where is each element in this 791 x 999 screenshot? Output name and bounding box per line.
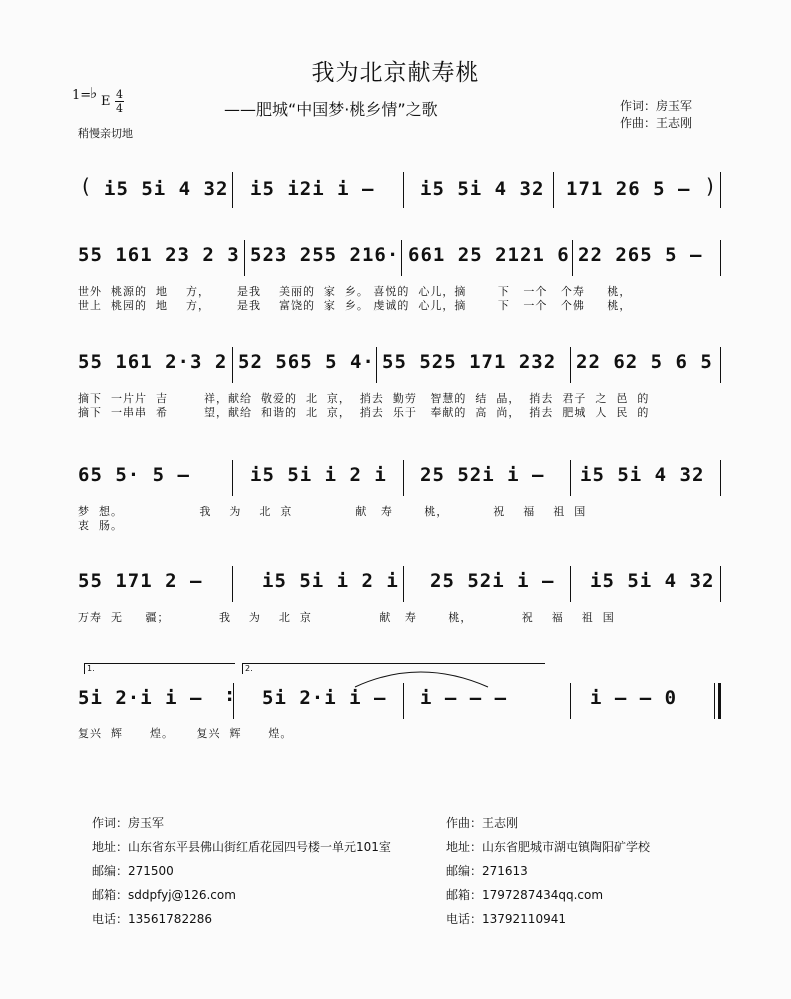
measure: i5 5i 4 32 xyxy=(104,178,229,200)
song-subtitle: ——肥城“中国梦·桃乡情”之歌 xyxy=(224,100,438,119)
tie-arc xyxy=(0,663,791,723)
footer-lyricist-postcode: 邮编：271500 xyxy=(92,864,174,878)
measure: 5i 2·i i – xyxy=(262,687,387,709)
measure: i5 i2i i – xyxy=(250,178,375,200)
footer-lyricist-address: 地址：山东省东平县佛山街红盾花园四号楼一单元101室 xyxy=(92,840,391,854)
measure: i5 5i 4 32 xyxy=(580,464,705,486)
lyric-line-1: 梦 想。 我 为 北 京 献 寿 桃， 祝 福 祖 国 xyxy=(78,505,587,518)
lyric-line-2: 世上 桃园的 地 方， 是我 富饶的 家 乡。 虔诚的 心儿，摘 下 一个 个佛 桃， xyxy=(78,299,632,312)
measure: 65 5· 5 – xyxy=(78,464,190,486)
measure: 25 52i i – xyxy=(420,464,545,486)
time-signature-bottom: 4 xyxy=(116,102,123,115)
measure: 22 62 5 6 5 xyxy=(576,351,713,373)
measure: 171 26 5 – xyxy=(566,178,691,200)
measure: i5 5i 4 32 xyxy=(420,178,545,200)
time-signature-top: 4 xyxy=(116,88,123,101)
measure: i5 5i i 2 i xyxy=(262,570,399,592)
composer-credit: 作曲：王志刚 xyxy=(620,116,693,130)
key-prefix: 1= xyxy=(72,88,92,103)
open-paren: ( xyxy=(82,174,90,198)
footer-lyricist: 作词：房玉军 xyxy=(92,816,165,830)
repeat-end-icon: : xyxy=(226,685,234,706)
measure: i5 5i 4 32 xyxy=(590,570,715,592)
footer-composer-phone: 电话：13792110941 xyxy=(446,912,566,926)
lyric-line-1: 世外 桃源的 地 方， 是我 美丽的 家 乡。 喜悦的 心儿，摘 下 一个 个寿 桃， xyxy=(78,285,632,298)
measure: 55 525 171 232 xyxy=(382,351,557,373)
lyric-line-1: 摘下 一片片 吉 祥，献给 敬爱的 北 京， 捎去 勤劳 智慧的 结 晶， 捎去 君子 之 邑 的 xyxy=(78,392,650,405)
footer-composer: 作曲：王志刚 xyxy=(446,816,519,830)
measure: 52 565 5 4· xyxy=(238,351,375,373)
lyric-line-2: 衷 肠。 xyxy=(78,519,123,532)
footer-lyricist-email: 邮箱：sddpfyj@126.com xyxy=(92,888,236,902)
footer-lyricist-phone: 电话：13561782286 xyxy=(92,912,212,926)
measure: 661 25 2121 6 xyxy=(408,244,570,266)
measure: i5 5i i 2 i xyxy=(250,464,387,486)
lyric-line-1: 复兴 辉 煌。 复兴 辉 煌。 xyxy=(78,727,293,740)
lyric-line-1: 万寿 无 疆； 我 为 北 京 献 寿 桃， 祝 福 祖 国 xyxy=(78,611,615,624)
volta-2: 2. xyxy=(242,663,545,674)
volta-1: 1. xyxy=(84,663,235,674)
tempo-marking: 稍慢亲切地 xyxy=(78,127,133,140)
measure: 25 52i i – xyxy=(430,570,555,592)
key-note: E xyxy=(101,94,111,109)
close-paren: ) xyxy=(706,174,714,198)
footer-composer-postcode: 邮编：271613 xyxy=(446,864,528,878)
measure: i – – 0 xyxy=(590,687,678,709)
footer-composer-address: 地址：山东省肥城市湖屯镇陶阳矿学校 xyxy=(446,840,651,854)
measure: 55 171 2 – xyxy=(78,570,203,592)
measure: 55 161 2·3 2 xyxy=(78,351,228,373)
lyric-line-2: 摘下 一串串 希 望，献给 和谐的 北 京， 捎去 乐于 奉献的 高 尚， 捎去 肥城 人 民 的 xyxy=(78,406,650,419)
measure: 523 255 216· xyxy=(250,244,400,266)
measure: 22 265 5 – xyxy=(578,244,703,266)
measure: 5i 2·i i – xyxy=(78,687,203,709)
key-signature xyxy=(72,84,123,115)
measure: i – – – xyxy=(420,687,508,709)
flat-icon: ♭ xyxy=(90,84,98,102)
measure: 55 161 23 2 3 xyxy=(78,244,240,266)
lyricist-credit: 作词：房玉军 xyxy=(620,99,693,113)
song-title: 我为北京献寿桃 xyxy=(311,60,480,86)
time-signature xyxy=(115,88,124,115)
footer-composer-email: 邮箱：1797287434qq.com xyxy=(446,888,604,902)
